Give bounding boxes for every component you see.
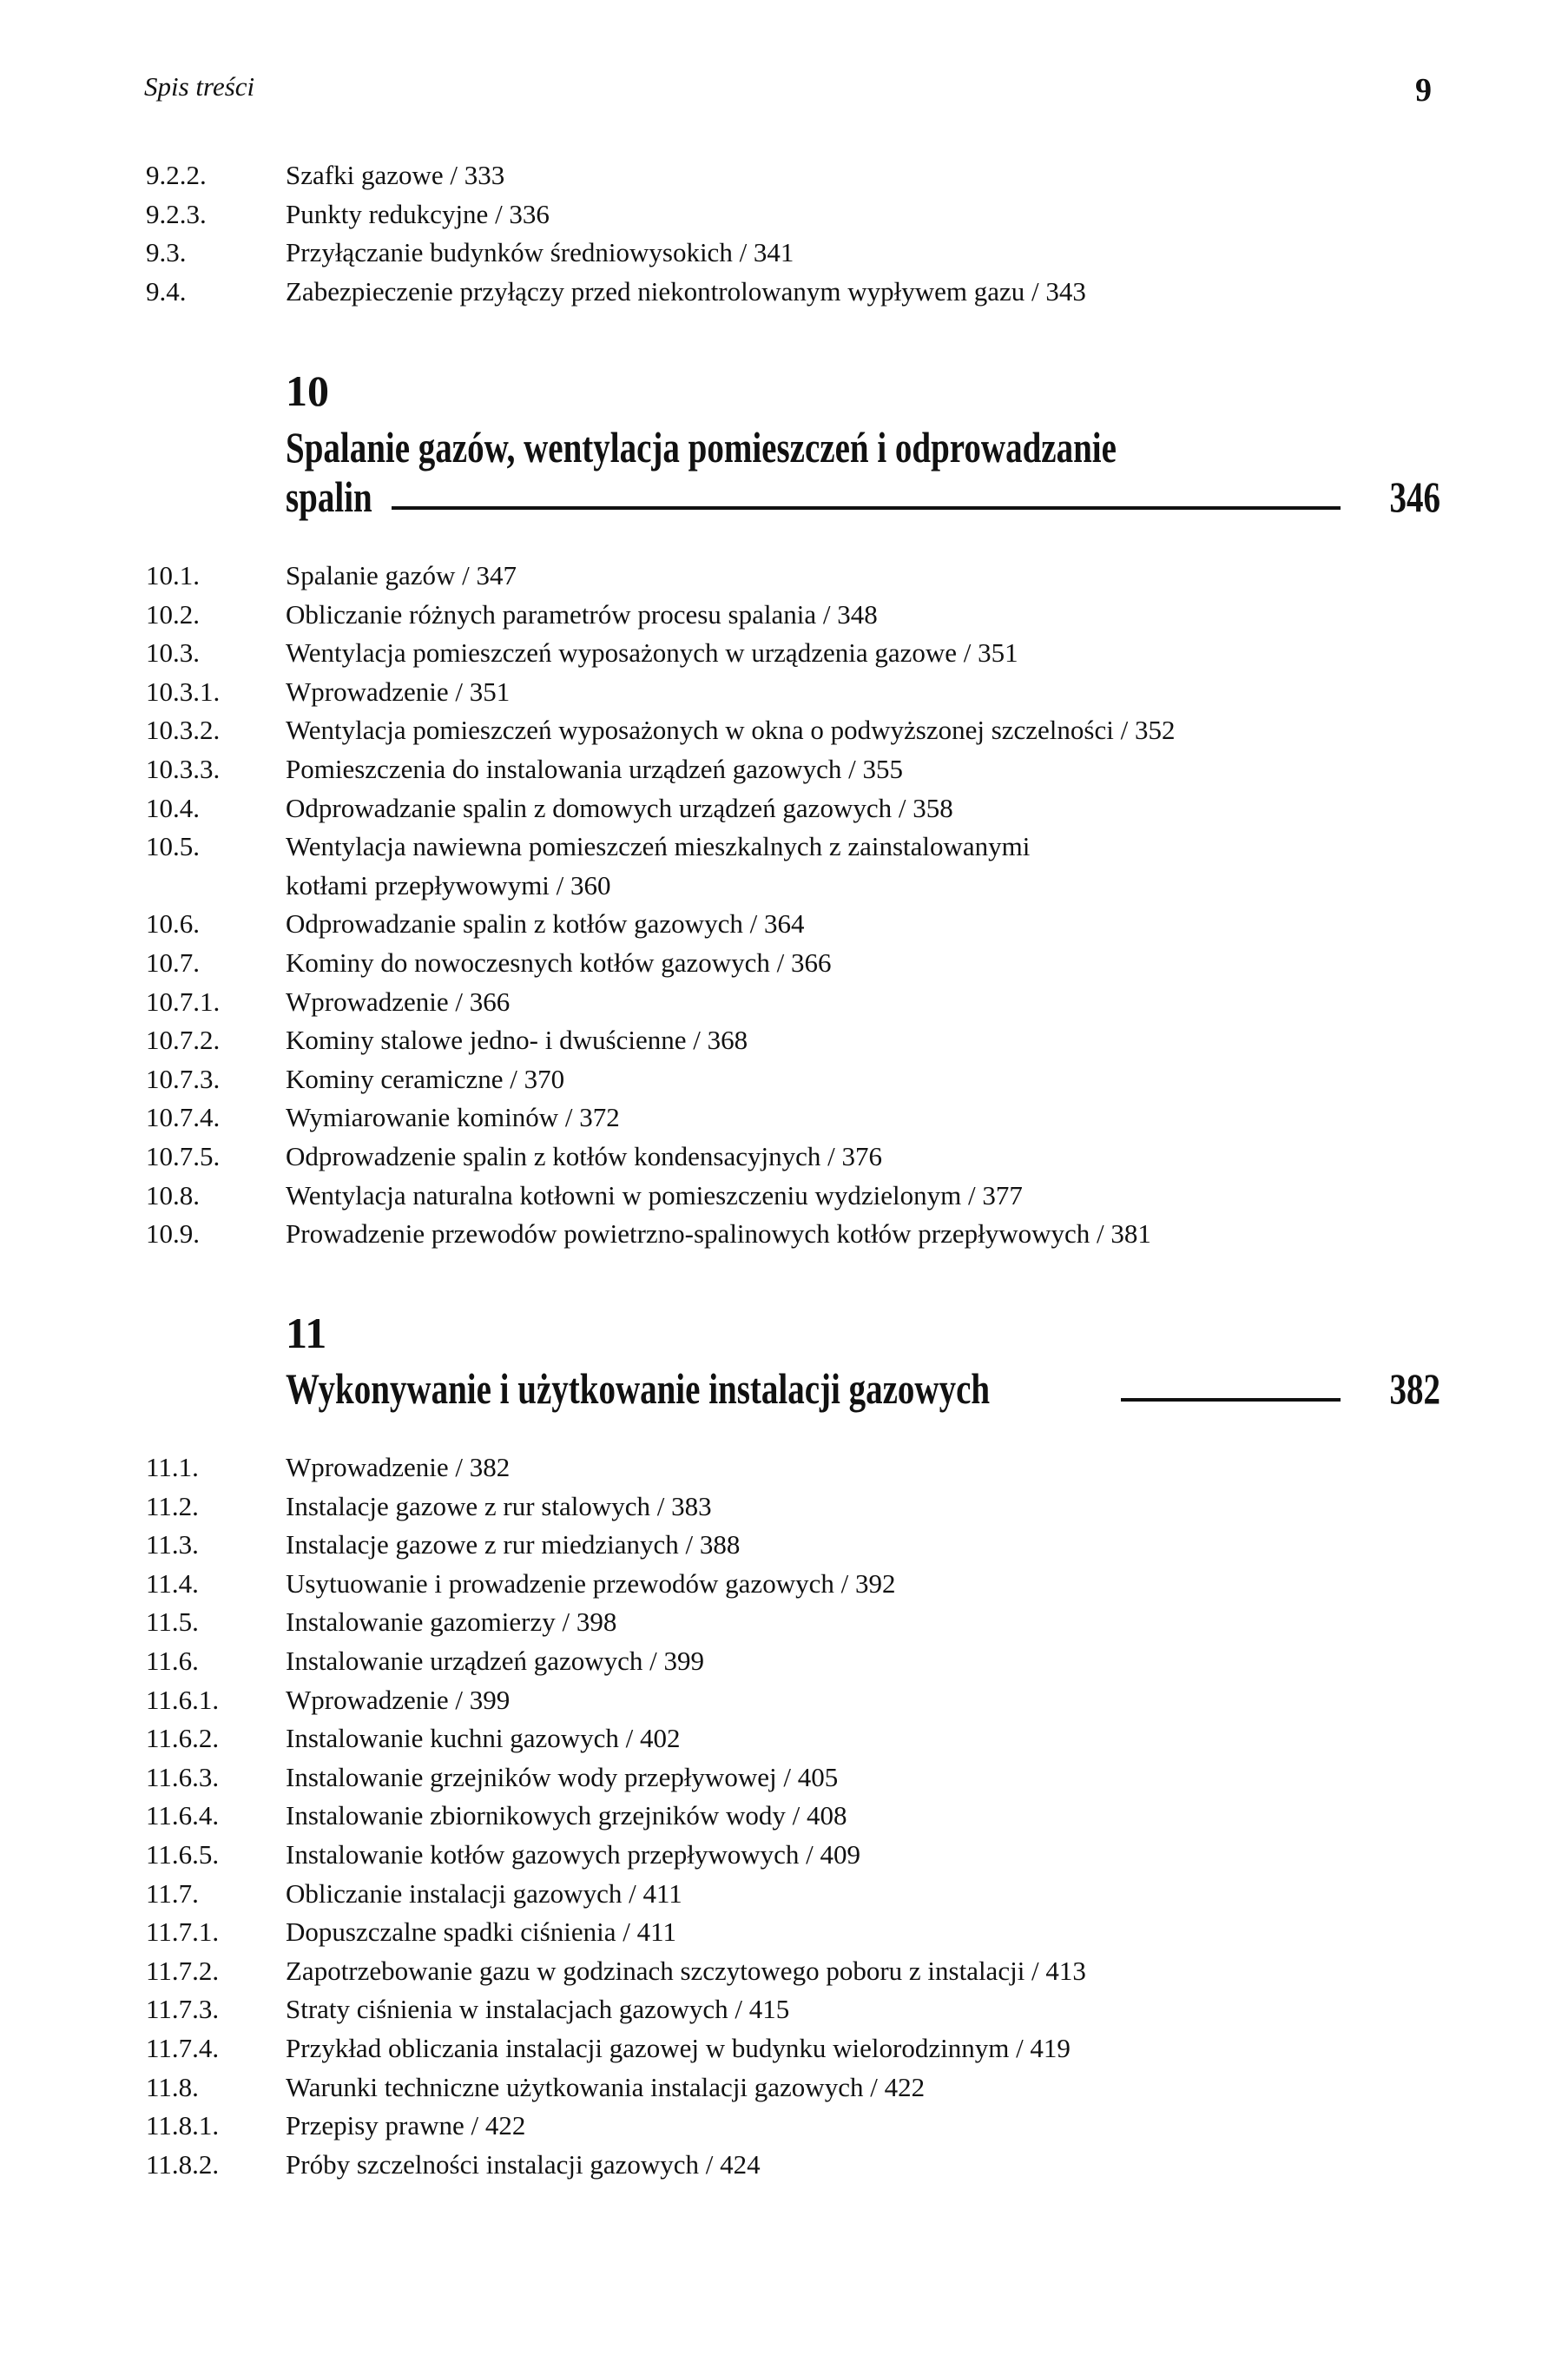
toc-entry bbox=[146, 711, 1448, 750]
toc-entry bbox=[146, 1526, 1448, 1565]
toc-entry bbox=[146, 1758, 1448, 1798]
toc-entry-number: 10.7.1. bbox=[146, 986, 221, 1017]
leader-rule bbox=[1121, 1398, 1341, 1402]
toc-entry-number: 11.6.5. bbox=[146, 1838, 220, 1870]
toc-entry-number: 11.3. bbox=[146, 1529, 199, 1560]
toc-entry bbox=[146, 1177, 1448, 1216]
toc-entry bbox=[146, 195, 1448, 234]
chapter-10-title-line1: Spalanie gazów, wentylacja pomieszczeń i odprowadzanie bbox=[286, 423, 1117, 472]
toc-entry-number: 10.9. bbox=[146, 1218, 200, 1250]
toc-entry bbox=[146, 634, 1448, 673]
toc-entry-title: Wprowadzenie / 399 bbox=[286, 1684, 511, 1715]
toc-entry-number: 11.8. bbox=[146, 2071, 199, 2102]
toc-entry-title: Wprowadzenie / 382 bbox=[286, 1452, 511, 1482]
toc-entry-number: 11.2. bbox=[146, 1490, 199, 1521]
toc-entry-title: Spalanie gazów / 347 bbox=[286, 560, 517, 590]
toc-entry bbox=[146, 596, 1448, 635]
toc-entry-number: 11.8.1. bbox=[146, 2110, 220, 2141]
toc-entry-title: Wentylacja nawiewna pomieszczeń mieszkalnych z zainstalowanymi kotłami przepływowymi / 360 bbox=[286, 831, 1031, 900]
toc-entry-number: 11.7.1. bbox=[146, 1916, 220, 1948]
toc-entry-number: 9.2.2. bbox=[146, 160, 207, 190]
chapter-11-title bbox=[286, 1364, 1440, 1414]
toc-entry bbox=[146, 234, 1448, 273]
chapter-11-title-text: Wykonywanie i użytkowanie instalacji gazowych bbox=[286, 1364, 991, 1413]
page-number: 9 bbox=[1415, 72, 1432, 109]
toc-entry bbox=[146, 1448, 1448, 1488]
toc-entry bbox=[146, 1875, 1448, 1914]
chapter-11-page: 382 bbox=[1389, 1364, 1440, 1413]
toc-entry-title: Straty ciśnienia w instalacjach gazowych / 415 bbox=[286, 1994, 790, 2025]
toc-entry-title: Kominy stalowe jedno- i dwuścienne / 368 bbox=[286, 1025, 748, 1056]
toc-entry bbox=[146, 750, 1448, 789]
toc-entry bbox=[146, 1565, 1448, 1604]
toc-entry bbox=[146, 156, 1448, 195]
toc-entry bbox=[146, 983, 1448, 1022]
toc-entry-title: Usytuowanie i prowadzenie przewodów gazowych / 392 bbox=[286, 1567, 896, 1599]
toc-entry-title: Instalowanie grzejników wody przepływowej / 405 bbox=[286, 1761, 839, 1792]
toc-entry bbox=[146, 273, 1448, 312]
chapter-10-page: 346 bbox=[1389, 472, 1440, 521]
toc-entry-number: 11.1. bbox=[146, 1452, 199, 1482]
toc-entry-title: Wentylacja pomieszczeń wyposażonych w urządzenia gazowe / 351 bbox=[286, 637, 1018, 669]
toc-entry-number: 10.7. bbox=[146, 947, 200, 978]
toc-entry-title: Przyłączanie budynków średniowysokich / 341 bbox=[286, 237, 794, 268]
toc-entry bbox=[146, 2146, 1448, 2185]
toc-entry bbox=[146, 1488, 1448, 1527]
toc-entry-title: Wprowadzenie / 351 bbox=[286, 676, 511, 707]
toc-entry bbox=[146, 1719, 1448, 1758]
toc-entry-title: Obliczanie instalacji gazowych / 411 bbox=[286, 1877, 682, 1909]
toc-entry-number: 10.6. bbox=[146, 908, 200, 940]
toc-entry-title: Instalacje gazowe z rur miedzianych / 388 bbox=[286, 1529, 741, 1560]
toc-entry bbox=[146, 2068, 1448, 2108]
toc-entry-title: Instalowanie urządzeń gazowych / 399 bbox=[286, 1645, 705, 1676]
chapter-11-entries bbox=[146, 1448, 1448, 2184]
toc-entry bbox=[146, 2107, 1448, 2146]
running-header: Spis treści bbox=[144, 71, 255, 102]
toc-entry-number: 11.8.2. bbox=[146, 2148, 220, 2180]
toc-entry bbox=[146, 1952, 1448, 1991]
toc-entry bbox=[146, 828, 1448, 905]
chapter-10-number: 10 bbox=[286, 366, 329, 415]
toc-entry-title: Odprowadzanie spalin z domowych urządzeń gazowych / 358 bbox=[286, 792, 953, 823]
toc-entry-number: 11.6.3. bbox=[146, 1761, 220, 1792]
toc-entry-number: 10.3.2. bbox=[146, 715, 221, 746]
toc-entry-title: Pomieszczenia do instalowania urządzeń gazowych / 355 bbox=[286, 753, 904, 784]
toc-entry bbox=[146, 1021, 1448, 1060]
toc-entry-number: 10.4. bbox=[146, 792, 200, 823]
toc-entry bbox=[146, 1138, 1448, 1177]
toc-entry-number: 11.7.4. bbox=[146, 2032, 220, 2063]
toc-entry-number: 11.6.2. bbox=[146, 1723, 220, 1754]
toc-entry bbox=[146, 557, 1448, 596]
toc-entry-title: Kominy do nowoczesnych kotłów gazowych / 366 bbox=[286, 947, 832, 978]
toc-entry-title: Zabezpieczenie przyłączy przed niekontrolowanym wypływem gazu / 343 bbox=[286, 275, 1086, 307]
toc-entry bbox=[146, 1836, 1448, 1875]
toc-entry-number: 11.7.3. bbox=[146, 1994, 220, 2025]
toc-entry bbox=[146, 1681, 1448, 1720]
toc-entry-number: 10.2. bbox=[146, 598, 200, 630]
toc-entry-title: Odprowadzenie spalin z kotłów kondensacyjnych / 376 bbox=[286, 1140, 882, 1171]
toc-entry-number: 11.6.1. bbox=[146, 1684, 220, 1715]
toc-entry bbox=[146, 1098, 1448, 1138]
toc-entry bbox=[146, 1990, 1448, 2029]
toc-entry-number: 11.4. bbox=[146, 1567, 199, 1599]
toc-entry-number: 10.7.5. bbox=[146, 1140, 221, 1171]
toc-entry-title: Przepisy prawne / 422 bbox=[286, 2110, 526, 2141]
toc-entry-title: Dopuszczalne spadki ciśnienia / 411 bbox=[286, 1916, 676, 1948]
toc-entry-number: 10.7.2. bbox=[146, 1025, 221, 1056]
toc-entry-title: Kominy ceramiczne / 370 bbox=[286, 1063, 565, 1094]
toc-entry-title: Próby szczelności instalacji gazowych / 424 bbox=[286, 2148, 761, 2180]
toc-entry-number: 10.5. bbox=[146, 831, 200, 862]
toc-entry-title: Wprowadzenie / 366 bbox=[286, 986, 511, 1017]
toc-entry-title: Instalowanie kuchni gazowych / 402 bbox=[286, 1723, 681, 1754]
toc-entry-number: 9.2.3. bbox=[146, 198, 207, 229]
toc-entry bbox=[146, 1913, 1448, 1952]
toc-entry-number: 11.5. bbox=[146, 1606, 199, 1638]
toc-entry-title: Punkty redukcyjne / 336 bbox=[286, 198, 550, 229]
toc-entry bbox=[146, 905, 1448, 944]
toc-entry-title: Warunki techniczne użytkowania instalacji gazowych / 422 bbox=[286, 2071, 926, 2102]
chapter-10-title-line2: spalin bbox=[286, 472, 372, 521]
leader-rule bbox=[392, 506, 1341, 510]
toc-entry bbox=[146, 789, 1448, 828]
toc-entry bbox=[146, 1060, 1448, 1099]
toc-entry-number: 10.3.1. bbox=[146, 676, 221, 707]
toc-entry bbox=[146, 673, 1448, 712]
toc-entry-title: Instalowanie gazomierzy / 398 bbox=[286, 1606, 617, 1638]
toc-entry bbox=[146, 2029, 1448, 2068]
toc-entry-number: 9.3. bbox=[146, 237, 187, 268]
chapter-10-title bbox=[286, 423, 1440, 522]
toc-entry bbox=[146, 944, 1448, 983]
toc-entry bbox=[146, 1603, 1448, 1642]
toc-entry bbox=[146, 1797, 1448, 1836]
toc-entry-title: Przykład obliczania instalacji gazowej w budynku wielorodzinnym / 419 bbox=[286, 2032, 1071, 2063]
toc-entry-title: Instalowanie kotłów gazowych przepływowych / 409 bbox=[286, 1838, 861, 1870]
toc-entry bbox=[146, 1642, 1448, 1681]
toc-entry-title: Obliczanie różnych parametrów procesu spalania / 348 bbox=[286, 598, 878, 630]
toc-entry-number: 11.7. bbox=[146, 1877, 199, 1909]
chapter-10-entries bbox=[146, 557, 1448, 1254]
toc-entry-number: 11.6.4. bbox=[146, 1800, 220, 1831]
toc-entry-number: 11.7.2. bbox=[146, 1955, 220, 1986]
toc-entry-number: 10.3. bbox=[146, 637, 200, 669]
toc-entry-number: 10.7.4. bbox=[146, 1102, 221, 1133]
chapter-11-number: 11 bbox=[286, 1309, 327, 1357]
toc-entry-title: Odprowadzanie spalin z kotłów gazowych / 364 bbox=[286, 908, 805, 940]
top-entries bbox=[146, 156, 1448, 311]
toc-entry-number: 10.7.3. bbox=[146, 1063, 221, 1094]
toc-entry-title: Wentylacja naturalna kotłowni w pomieszczeniu wydzielonym / 377 bbox=[286, 1179, 1023, 1210]
toc-entry-title: Wentylacja pomieszczeń wyposażonych w okna o podwyższonej szczelności / 352 bbox=[286, 715, 1176, 746]
toc-entry-number: 10.8. bbox=[146, 1179, 200, 1210]
toc-entry bbox=[146, 1215, 1448, 1254]
toc-entry-number: 9.4. bbox=[146, 275, 187, 307]
toc-entry-number: 10.3.3. bbox=[146, 753, 221, 784]
toc-entry-number: 10.1. bbox=[146, 560, 200, 590]
toc-entry-title: Instalowanie zbiornikowych grzejników wody / 408 bbox=[286, 1800, 847, 1831]
toc-entry-title: Szafki gazowe / 333 bbox=[286, 160, 505, 190]
toc-entry-title: Prowadzenie przewodów powietrzno-spalinowych kotłów przepływowych / 381 bbox=[286, 1218, 1151, 1250]
toc-entry-number: 11.6. bbox=[146, 1645, 199, 1676]
toc-entry-title: Wymiarowanie kominów / 372 bbox=[286, 1102, 620, 1133]
toc-entry-title: Instalacje gazowe z rur stalowych / 383 bbox=[286, 1490, 712, 1521]
toc-entry-title: Zapotrzebowanie gazu w godzinach szczytowego poboru z instalacji / 413 bbox=[286, 1955, 1086, 1986]
